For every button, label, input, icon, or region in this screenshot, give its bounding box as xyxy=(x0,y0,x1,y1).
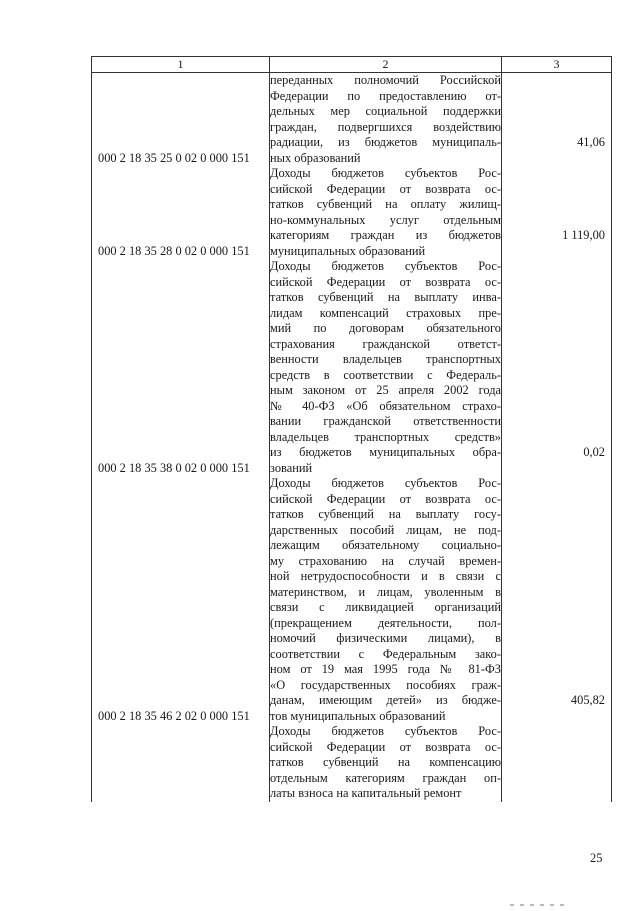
description-line: сийской Федерации от возврата ос- xyxy=(270,491,501,506)
scan-artifact xyxy=(510,893,620,899)
description-line: ных образований xyxy=(270,150,361,165)
description-line: Доходы бюджетов субъектов Рос- xyxy=(270,724,501,738)
description-line: радиации, из бюджетов муниципаль- xyxy=(270,135,501,149)
description-line: Доходы бюджетов субъектов Рос- xyxy=(270,259,501,273)
description-line: лидам компенсаций страховых пре- xyxy=(270,305,501,320)
table-row xyxy=(92,476,612,724)
description-line: дельных мер социальной поддержки xyxy=(270,104,501,118)
description-cell xyxy=(270,73,502,167)
header-col-1: 1 xyxy=(92,57,270,73)
description-line: сийской Федерации от возврата ос- xyxy=(270,181,501,196)
table-row xyxy=(92,259,612,476)
amount-value: 405,82 xyxy=(570,693,605,707)
description-line: сийской Федерации от возврата ос- xyxy=(270,274,501,289)
description-line: татков субвенций на компенсацию xyxy=(270,755,501,769)
amount-cell xyxy=(502,166,612,259)
description-line: Федерации по предоставлению от- xyxy=(270,88,501,103)
description-line: вании гражданской ответственности xyxy=(270,414,501,428)
description-line: граждан, подвергшихся воздействию xyxy=(270,119,501,134)
description-line: татков субвенций на оплату жилищ- xyxy=(270,197,501,211)
revenue-code: 000 2 18 35 28 0 02 0 000 151 xyxy=(98,243,250,258)
description-line: данам, имеющим детей» из бюдже- xyxy=(270,693,501,707)
table-row xyxy=(92,724,612,802)
description-line: соответствии с Федеральным зако- xyxy=(270,646,501,661)
description-line: муниципальных образований xyxy=(270,243,426,258)
description-line: «О государственных пособиях граж- xyxy=(270,677,501,692)
description-line: связи с ликвидацией организаций xyxy=(270,600,501,614)
description-line: владельцев транспортных средств» xyxy=(270,429,501,444)
header-row xyxy=(92,57,612,73)
description-line: сийской Федерации от возврата ос- xyxy=(270,739,501,754)
description-line: зований xyxy=(270,460,313,475)
header-col-2: 2 xyxy=(270,57,502,73)
code-cell xyxy=(92,259,270,476)
code-cell xyxy=(92,724,270,802)
description-line: мий по договорам обязательного xyxy=(270,321,501,335)
description-line: Доходы бюджетов субъектов Рос- xyxy=(270,166,501,180)
description-line: ной нетрудоспособности и в связи с xyxy=(270,569,501,583)
description-line: латы взноса на капитальный ремонт xyxy=(270,786,462,800)
description-line: ном от 19 мая 1995 года № 81-ФЗ xyxy=(270,662,501,676)
description-line: Доходы бюджетов субъектов Рос- xyxy=(270,476,501,490)
description-cell xyxy=(270,259,502,476)
description-cell xyxy=(270,724,502,802)
revenue-code: 000 2 18 35 25 0 02 0 000 151 xyxy=(98,150,250,165)
amount-value: 1 119,00 xyxy=(562,228,605,242)
description-line: лежащим обязательному социально- xyxy=(270,538,501,552)
table-row xyxy=(92,73,612,167)
amount-cell xyxy=(502,73,612,167)
description-line: ным законом от 25 апреля 2002 года xyxy=(270,383,501,397)
amount-cell xyxy=(502,259,612,476)
description-line: тов муниципальных образований xyxy=(270,708,446,723)
description-line: но-коммунальных услуг отдельным xyxy=(270,212,501,227)
page-number: 25 xyxy=(590,851,603,865)
description-line: венности владельцев транспортных xyxy=(270,352,501,366)
description-line: из бюджетов муниципальных обра- xyxy=(270,445,501,459)
revenue-code: 000 2 18 35 46 2 02 0 000 151 xyxy=(98,708,250,723)
table-row xyxy=(92,166,612,259)
amount-cell xyxy=(502,724,612,802)
code-cell xyxy=(92,166,270,259)
description-cell xyxy=(270,476,502,724)
amount-value: 41,06 xyxy=(577,135,605,149)
description-line: № 40-ФЗ «Об обязательном страхо- xyxy=(270,398,501,413)
description-line: дарственных пособий лицам, не под- xyxy=(270,522,501,537)
description-line: страхования гражданской ответст- xyxy=(270,336,501,351)
revenue-code: 000 2 18 35 38 0 02 0 000 151 xyxy=(98,460,250,475)
description-line: му страхованию на случай времен- xyxy=(270,553,501,568)
amount-cell xyxy=(502,476,612,724)
amount-value: 0,02 xyxy=(583,445,605,459)
description-line: переданных полномочий Российской xyxy=(270,73,501,87)
description-line: материнством, и лицам, уволенным в xyxy=(270,584,501,599)
description-line: средств в соответствии с Федераль- xyxy=(270,367,501,382)
description-line: (прекращением деятельности, пол- xyxy=(270,615,501,630)
table-body xyxy=(92,73,612,802)
code-cell xyxy=(92,73,270,167)
description-line: отдельным категориям граждан оп- xyxy=(270,770,501,785)
revenue-table xyxy=(91,56,612,802)
code-cell xyxy=(92,476,270,724)
header-col-3: 3 xyxy=(502,57,612,73)
description-line: татков субвенций на выплату госу- xyxy=(270,507,501,521)
description-cell xyxy=(270,166,502,259)
description-line: номочий физическими лицами), в xyxy=(270,631,501,645)
description-line: категориям граждан из бюджетов xyxy=(270,228,501,242)
description-line: татков субвенций на выплату инва- xyxy=(270,290,501,304)
